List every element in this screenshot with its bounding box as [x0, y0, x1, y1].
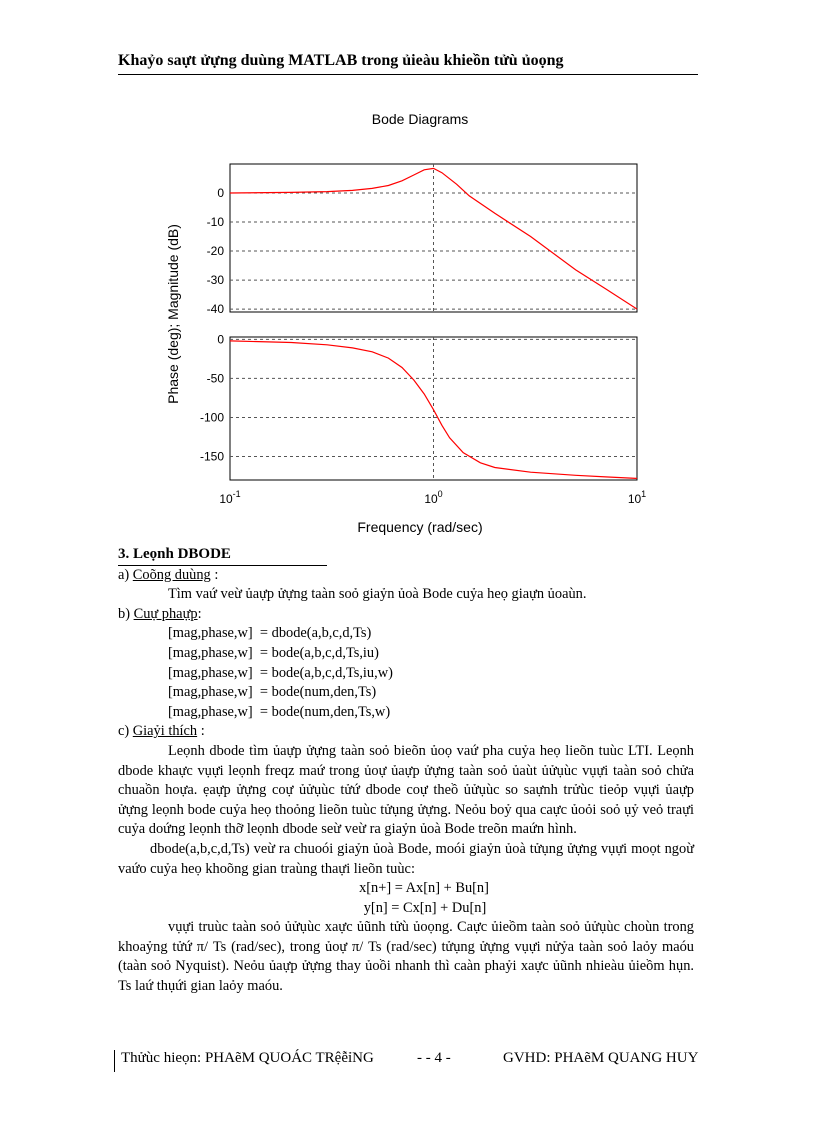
footer-author: Thửùc hieọn: PHAẽM QUOÁC TRệễỉNG: [121, 1050, 374, 1066]
paragraph-2: dbode(a,b,c,d,Ts) veừ ra chuoói giaỷn ủoà Bode, moói giaỷn ủoà tửụng ửựng vụựi moọt ngoừ vaứo cuỷa heọ khoõng gian traùng thaựi lieõn tuùc:: [118, 840, 694, 877]
x-tick-label: $10^{-1}$: [219, 489, 241, 506]
usage-label: Coõng duùng: [132, 566, 211, 583]
section-title: 3. Leọnh DBODE: [118, 545, 694, 566]
magnitude-tick-label: -10: [206, 215, 224, 230]
magnitude-tick-label: -30: [206, 273, 224, 288]
footer-advisor: GVHD: PHAẽM QUANG HUY: [503, 1050, 699, 1066]
chart-title: Bode Diagrams: [371, 111, 469, 127]
syntax-line: [mag,phase,w] = bode(a,b,c,d,Ts,iu): [168, 644, 379, 661]
syntax-line: [mag,phase,w] = bode(num,den,Ts,w): [168, 703, 391, 720]
paragraph-3: vụựi truùc taàn soỏ ủửụùc xaực ủũnh tửù ủoọng. Caực ủieồm taàn soỏ ủửụùc choùn trong khoaỷng tửứ π/ Ts (rad/sec), trong ủoự π/ Ts (rad/sec) tửụng ửựng vụựi nửỷa taàn soỏ laỏy maóu (taàn soỏ Nyquist). Neỏu ủaựp ửựng thay ủoồi nhanh thì caàn phaỷi xaực ủũnh nhieàu ủieồm hụn. Ts laứ thụứi gian laỏy maóu.: [118, 919, 694, 995]
explain-label: Giaỷi thích: [132, 723, 198, 740]
header-title: Khaỷo saựt ửựng duùng MATLAB trong ủieàu khieồn tửù ủoọng: [118, 52, 564, 69]
magnitude-tick-label: -40: [206, 302, 224, 317]
explain-heading: c) Giaỷi thích :: [118, 723, 205, 740]
syntax-label: Cuự phaựp: [133, 605, 198, 622]
syntax-line: [mag,phase,w] = bode(num,den,Ts): [168, 684, 377, 701]
bode-svg: [150, 100, 670, 545]
syntax-line: [mag,phase,w] = dbode(a,b,c,d,Ts): [168, 625, 372, 642]
paragraph-1: Leọnh dbode tìm ủaựp ửựng taàn soỏ bieõn ủoọ vaứ pha cuỷa heọ lieõn tuùc LTI. Leọnh dbode khaực vụựi leọnh freqz maứ trong ủoự ủaựp ửựng taàn soỏ ủaùt ủửụùc vụựi taàn soỏ chửa chuaồn hoựa. ẹaựp ửựng coự ủửụùc tửứ dbode coự theồ ủửụùc so saựnh trửùc tieỏp vụựi ủaựp ửựng leọnh bode cuỷa heọ thoỏng lieõn tuùc tửụng ửựng. Neỏu boỷ qua caực ủoỏi soỏ ụỷ veỏ traựi cuỷa doứng leọnh thỡ leọnh dbode seừ veừ ra giaỷn ủoà Bode treõn maứn hình.: [118, 742, 694, 838]
x-tick-label: $10^0$: [424, 489, 443, 506]
usage-text: Tìm vaứ veừ ủaựp ửựng taàn soỏ giaỷn ủoà Bode cuỷa heọ giaựn ủoaùn.: [168, 586, 587, 603]
magnitude-tick-label: -20: [206, 244, 224, 259]
equation-state: x[n+] = Ax[n] + Bu[n]: [359, 880, 489, 897]
phase-tick-label: -150: [199, 449, 224, 464]
equation-output: y[n] = Cx[n] + Du[n]: [363, 899, 487, 916]
section-dbode: [118, 545, 694, 997]
page-number: - - 4 -: [417, 1050, 451, 1066]
syntax-line: [mag,phase,w] = bode(a,b,c,d,Ts,iu,w): [168, 664, 393, 681]
bode-chart: [150, 100, 670, 545]
magnitude-tick-label: 0: [217, 186, 224, 201]
phase-tick-label: 0: [217, 332, 224, 347]
y-axis-label: Phase (deg); Magnitude (dB): [165, 224, 181, 404]
x-axis-label: Frequency (rad/sec): [357, 519, 483, 535]
page-footer: [114, 1050, 719, 1072]
page-header: [118, 52, 698, 75]
x-tick-label: $10^1$: [627, 489, 647, 506]
usage-heading: a) Coõng duùng :: [118, 566, 219, 583]
phase-tick-label: -50: [206, 371, 224, 386]
syntax-heading: b) Cuự phaựp:: [118, 605, 202, 622]
phase-tick-label: -100: [199, 410, 224, 425]
